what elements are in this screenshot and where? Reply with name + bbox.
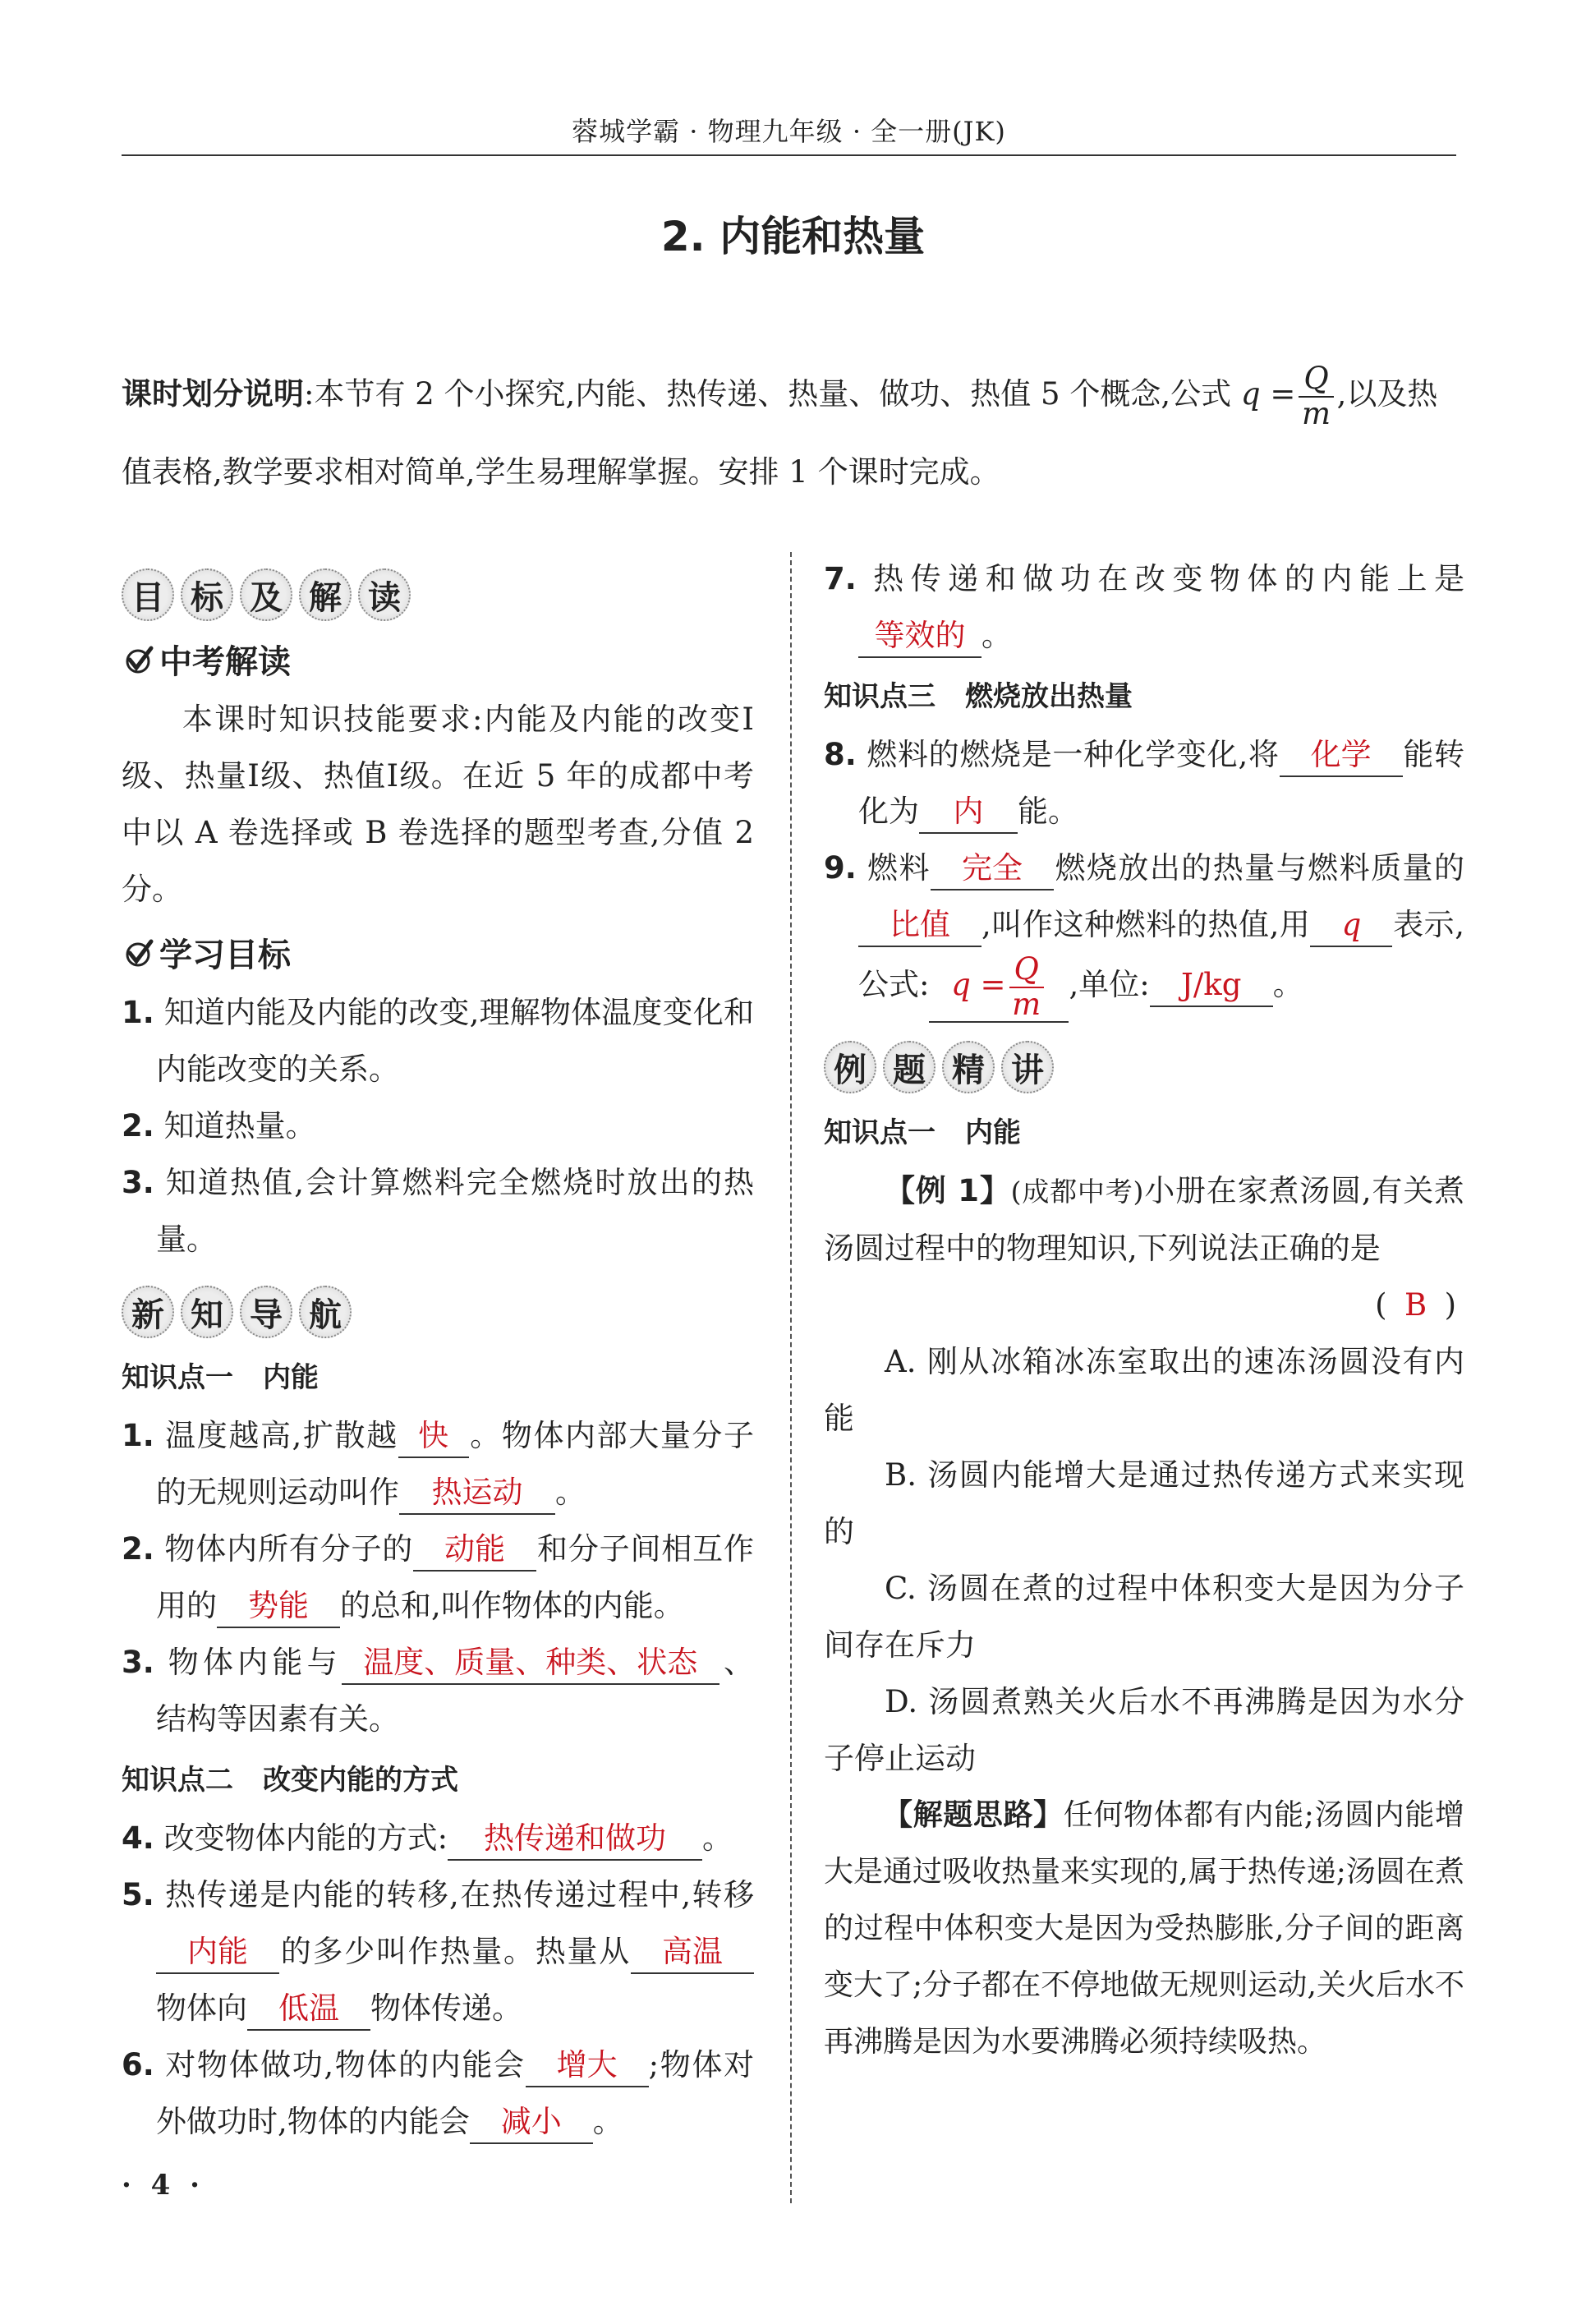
item-number: 3. (122, 1165, 154, 1200)
q-text: 燃料的燃烧是一种化学变化,将 (867, 737, 1280, 772)
q-text: 表示,公式: (858, 907, 1464, 1003)
left-column (122, 550, 754, 2150)
q-text: 。 (555, 1475, 586, 1510)
question-9 (824, 840, 1464, 1023)
goal-item (122, 1154, 754, 1268)
header-rule (122, 154, 1456, 156)
item-number: 8. (824, 737, 857, 772)
item-number: 2. (122, 1531, 154, 1567)
item-text: 知道热值,会计算燃料完全燃烧时放出的热量。 (156, 1165, 754, 1257)
question-5 (122, 1866, 754, 2036)
answer-blank: 等效的 (858, 615, 981, 658)
hint-tag: 【解题思路】 (883, 1798, 1064, 1833)
answer-blank: q (1310, 904, 1392, 947)
q-text: 。 (592, 2104, 623, 2139)
answer-blank: 快 (398, 1415, 469, 1458)
q-text: 。 (1272, 967, 1303, 1003)
item-number: 6. (122, 2047, 154, 2082)
section-char: 标 (181, 568, 233, 621)
q-text: 能。 (1018, 794, 1078, 829)
kp-name: 内能 (263, 1361, 319, 1394)
q-text: 燃料 (867, 850, 931, 886)
q-text: 物体内所有分子的 (164, 1531, 414, 1567)
q-text: 对物体做功,物体的内能会 (165, 2047, 526, 2082)
q-text: 能转化为 (858, 737, 1465, 829)
kp-label: 知识点一 (824, 1116, 936, 1150)
answer-blank: 低温 (247, 1988, 370, 2031)
section-new-knowledge-title (122, 1286, 754, 1338)
option-b: B. 汤圆内能增大是通过热传递方式来实现的 (824, 1457, 1464, 1550)
running-header: 蓉城学霸 · 物理九年级 · 全一册(JK) (572, 116, 1006, 147)
kp-label: 知识点二 (122, 1764, 233, 1797)
answer-blank: 热运动 (399, 1472, 555, 1515)
answer-blank: 化学 (1280, 734, 1403, 777)
formula-num: Q (1009, 953, 1044, 988)
q-text: 物体传递。 (370, 1990, 522, 2026)
subheading-exam-text: 中考解读 (159, 643, 291, 681)
question-3 (122, 1634, 754, 1747)
kp-name: 改变内能的方式 (263, 1764, 458, 1797)
check-icon (122, 937, 154, 969)
example-text: 小册在家煮汤圆,有关煮汤圆过程中的物理知识,下列说法正确的是 (824, 1173, 1464, 1267)
q-text: 和分子间相互作用的 (156, 1531, 755, 1623)
question-7 (824, 550, 1464, 664)
knowledge-point-heading (824, 1108, 1464, 1157)
q-text: 热传递和做功在改变物体的内能上是 (873, 561, 1465, 596)
goal-item (122, 984, 754, 1098)
item-number: 1. (122, 995, 154, 1030)
q-text: ,叫作这种燃料的热值,用 (981, 907, 1311, 942)
section-char: 目 (122, 568, 174, 621)
section-examples-title (824, 1041, 1464, 1093)
section-char: 精 (942, 1041, 995, 1093)
formula-fraction (1009, 953, 1044, 1021)
intro-text-b: ,以及热值表格,教学要求相对简单,学生易理解掌握。安排 1 个课时完成。 (122, 376, 1438, 490)
goal-item (122, 1098, 754, 1154)
intro-formula-num: Q (1299, 362, 1333, 398)
q-text: 热传递是内能的转移,在热传递过程中,转移 (165, 1877, 754, 1912)
q-text: 温度越高,扩散越 (165, 1418, 398, 1453)
item-text: 知道热量。 (163, 1108, 316, 1144)
answer-paren: ) (1444, 1287, 1456, 1323)
section-char: 讲 (1001, 1041, 1054, 1093)
page-number: · 4 · (122, 2169, 205, 2202)
section-char: 航 (299, 1286, 352, 1338)
section-char: 读 (358, 568, 411, 621)
item-number: 5. (122, 1877, 154, 1912)
question-4 (122, 1810, 754, 1866)
answer-blank: 增大 (526, 2045, 649, 2087)
option-a: A. 刚从冰箱冰冻室取出的速冻汤圆没有内能 (824, 1344, 1464, 1437)
item-text: 知道内能及内能的改变,理解物体温度变化和内能改变的关系。 (156, 995, 754, 1087)
q-text: 物体向 (156, 1990, 247, 2026)
q-text: 。 (702, 1820, 733, 1856)
section-char: 知 (181, 1286, 233, 1338)
item-number: 2. (122, 1108, 154, 1144)
question-2 (122, 1521, 754, 1634)
section-char: 题 (883, 1041, 936, 1093)
answer-blank: 动能 (413, 1529, 536, 1572)
kp-name: 内能 (965, 1116, 1021, 1150)
section-char: 例 (824, 1041, 876, 1093)
answer-blank: 内 (919, 791, 1018, 834)
section-char: 及 (240, 568, 292, 621)
example-answer (824, 1277, 1464, 1333)
kp-label: 知识点三 (824, 680, 936, 713)
section-goals-title (122, 568, 754, 621)
q-text: ,单位: (1069, 967, 1150, 1003)
question-1 (122, 1407, 754, 1521)
q-text: 、结构等因素有关。 (156, 1645, 754, 1737)
section-char: 导 (240, 1286, 292, 1338)
intro-formula-fraction (1299, 362, 1333, 430)
kp-name: 燃烧放出热量 (965, 680, 1133, 713)
question-6 (122, 2036, 754, 2150)
intro-formula-var: q = (1240, 376, 1296, 412)
item-number: 3. (122, 1645, 154, 1680)
subheading-goals-text: 学习目标 (159, 937, 291, 974)
answer-blank: 势能 (217, 1585, 340, 1628)
answer-blank: 高温 (631, 1931, 754, 1974)
answer-paren: ( (1375, 1287, 1387, 1323)
intro-formula-den: m (1301, 395, 1331, 431)
answer-blank: 内能 (156, 1931, 279, 1974)
answer-blank: 完全 (931, 848, 1054, 890)
right-column (824, 550, 1464, 2070)
section-char: 解 (299, 568, 352, 621)
knowledge-point-heading (122, 1756, 754, 1805)
q-text: 。 (981, 618, 1012, 653)
answer-blank: 比值 (858, 904, 981, 947)
kp-label: 知识点一 (122, 1361, 233, 1394)
formula-blank (929, 953, 1069, 1023)
formula-var: q = (951, 967, 1006, 1003)
q-text: 燃烧放出的热量与燃料质量的 (1053, 850, 1465, 886)
answer-blank: 热传递和做功 (448, 1818, 702, 1861)
intro-text-a: :本节有 2 个小探究,内能、热传递、热量、做功、热值 5 个概念,公式 (304, 376, 1241, 412)
answer-blank: 减小 (470, 2101, 593, 2144)
page-title: 2. 内能和热量 (660, 213, 926, 260)
hint-text: 任何物体都有内能;汤圆内能增大是通过吸收热量来实现的,属于热传递;汤圆在煮的过程中体积变大是因为受热膨胀,分子间的距离变大了;分子都在不停地做无规则运动,关火后水不再沸腾是因为水要沸腾必须持续吸热。 (824, 1798, 1464, 2059)
example-source: (成都中考) (1010, 1176, 1144, 1208)
question-8 (824, 726, 1464, 840)
example-stem (824, 1162, 1464, 1277)
example-tag: 【例 1】 (885, 1173, 1011, 1209)
subheading-exam (122, 636, 754, 683)
intro-lead: 课时划分说明 (122, 376, 304, 412)
intro-paragraph (122, 355, 1460, 511)
column-divider (790, 552, 792, 2203)
subheading-goals (122, 929, 754, 976)
q-text: 。物体内部大量分子的无规则运动叫作 (156, 1418, 754, 1510)
knowledge-point-heading (122, 1353, 754, 1402)
option-d: D. 汤圆煮熟关火后水不再沸腾是因为水分子停止运动 (824, 1684, 1464, 1777)
answer-letter: B (1404, 1287, 1427, 1323)
q-text: 改变物体内能的方式: (163, 1820, 448, 1856)
q-text: 物体内能与 (168, 1645, 342, 1680)
item-number: 7. (824, 561, 857, 596)
check-icon (122, 643, 154, 676)
knowledge-point-heading (824, 672, 1464, 721)
answer-blank: J/kg (1150, 964, 1273, 1007)
item-number: 1. (122, 1418, 154, 1453)
formula-den: m (1012, 986, 1041, 1022)
section-char: 新 (122, 1286, 174, 1338)
q-text: 的总和,叫作物体的内能。 (340, 1588, 684, 1623)
q-text: ;物体对外做功时,物体的内能会 (156, 2047, 755, 2139)
q-text: 的多少叫作热量。热量从 (279, 1934, 631, 1969)
item-number: 9. (824, 850, 857, 886)
answer-blank: 温度、质量、种类、状态 (342, 1642, 719, 1685)
item-number: 4. (122, 1820, 154, 1856)
solution-hint (824, 1787, 1464, 2070)
option-c: C. 汤圆在煮的过程中体积变大是因为分子间存在斥力 (824, 1571, 1464, 1664)
exam-paragraph: 本课时知识技能要求:内能及内能的改变Ⅰ级、热量Ⅰ级、热值Ⅰ级。在近 5 年的成都中考中以 A 卷选择或 B 卷选择的题型考查,分值 2 分。 (122, 702, 754, 907)
